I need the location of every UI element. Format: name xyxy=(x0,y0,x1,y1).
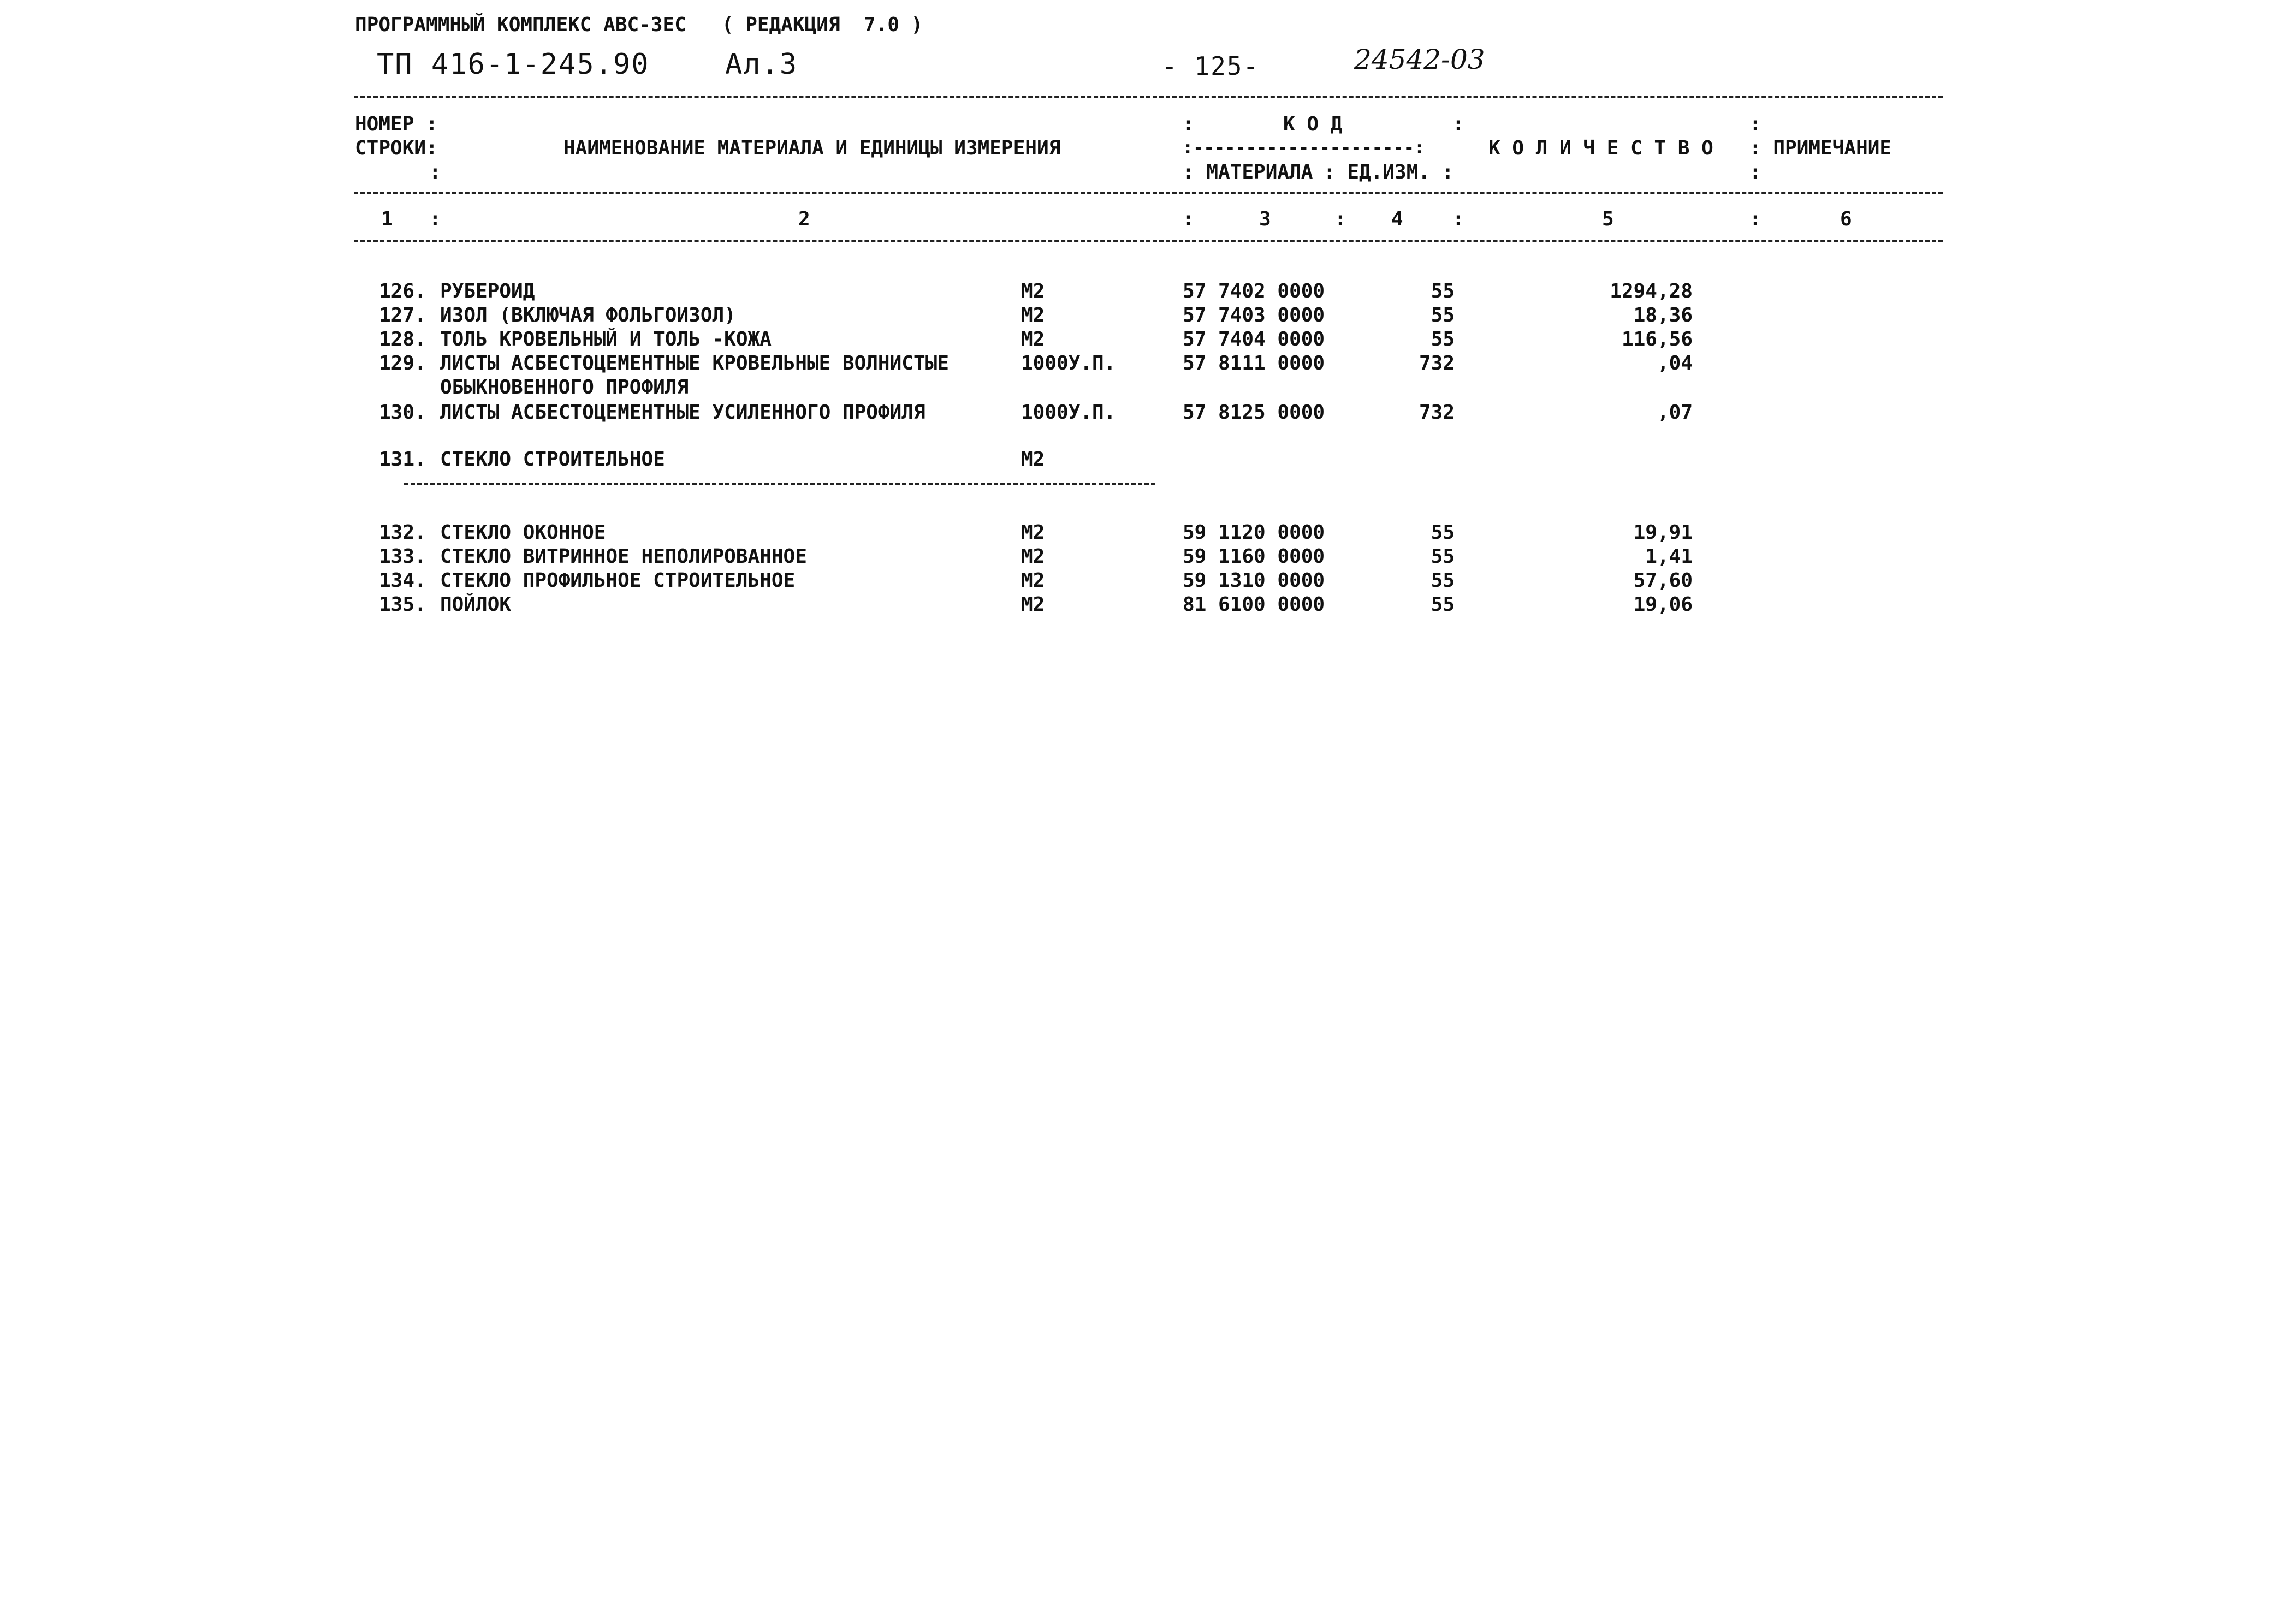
material-code: 57 7402 0000 xyxy=(1183,280,1325,302)
row-number: 132. xyxy=(379,521,426,544)
col-separator: : xyxy=(1749,208,1761,230)
header-code-material: : МАТЕРИАЛА xyxy=(1183,161,1313,183)
header-code-colon-left: : xyxy=(1183,113,1195,135)
unit-code: 55 xyxy=(1431,328,1455,350)
group-underline xyxy=(404,483,1155,485)
material-code: 81 6100 0000 xyxy=(1183,593,1325,616)
header-quantity: К О Л И Ч Е С Т В О xyxy=(1488,137,1713,159)
material-name: ПОЙЛОК xyxy=(440,593,512,616)
header-material-name: НАИМЕНОВАНИЕ МАТЕРИАЛА И ЕДИНИЦЫ ИЗМЕРЕНИЯ xyxy=(563,137,1061,159)
unit-code: 55 xyxy=(1431,304,1455,326)
row-number: 131. xyxy=(379,448,426,471)
document-code: ТП 416-1-245.90 xyxy=(377,48,650,81)
unit-code: 55 xyxy=(1431,545,1455,568)
unit-code: 55 xyxy=(1431,521,1455,544)
col-number-4: 4 xyxy=(1391,208,1403,230)
unit: М2 xyxy=(1021,545,1045,568)
sheet-label: Ал.3 xyxy=(725,48,798,81)
col-number-1: 1 xyxy=(381,208,393,230)
header-code-unit: : ЕД.ИЗМ. : xyxy=(1324,161,1454,183)
row-number: 126. xyxy=(379,280,426,302)
col-number-3: 3 xyxy=(1259,208,1271,230)
col-separator: : xyxy=(1183,208,1195,230)
unit: 1000У.П. xyxy=(1021,401,1116,424)
col-separator: : xyxy=(1334,208,1346,230)
unit-code: 55 xyxy=(1431,569,1455,592)
unit: М2 xyxy=(1021,328,1045,350)
unit-code: 55 xyxy=(1431,280,1455,302)
unit: М2 xyxy=(1021,521,1045,544)
col-separator: : xyxy=(1452,208,1464,230)
header-code-colon-right: : xyxy=(1452,113,1464,135)
column-numbers-rule xyxy=(354,240,1943,242)
col-number-2: 2 xyxy=(798,208,810,230)
program-title: ПРОГРАММНЫЙ КОМПЛЕКС АВС-3ЕС ( РЕДАКЦИЯ 7.0 ) xyxy=(355,14,923,36)
unit: М2 xyxy=(1021,280,1045,302)
material-code: 59 1160 0000 xyxy=(1183,545,1325,568)
material-name: СТЕКЛО ОКОННОЕ xyxy=(440,521,606,544)
header-note-colon-bottom: : xyxy=(1749,161,1761,183)
page-number: - 125- xyxy=(1162,51,1260,81)
material-name: РУБЕРОИД xyxy=(440,280,535,302)
material-name: ЛИСТЫ АСБЕСТОЦЕМЕНТНЫЕ КРОВЕЛЬНЫЕ ВОЛНИСТЫЕ xyxy=(440,352,949,374)
material-code: 57 7403 0000 xyxy=(1183,304,1325,326)
handwritten-number: 24542-03 xyxy=(1354,44,1485,75)
material-code: 57 8125 0000 xyxy=(1183,401,1325,424)
col-number-5: 5 xyxy=(1602,208,1614,230)
material-name: СТЕКЛО ПРОФИЛЬНОЕ СТРОИТЕЛЬНОЕ xyxy=(440,569,796,592)
col-separator: : xyxy=(429,208,441,230)
quantity: 116,56 xyxy=(1621,328,1693,350)
material-code: 59 1310 0000 xyxy=(1183,569,1325,592)
header-note-colon-top: : xyxy=(1749,113,1761,135)
quantity: 19,06 xyxy=(1633,593,1693,616)
row-number: 130. xyxy=(379,401,426,424)
row-number: 128. xyxy=(379,328,426,350)
unit: М2 xyxy=(1021,593,1045,616)
material-name: СТЕКЛО СТРОИТЕЛЬНОЕ xyxy=(440,448,665,471)
unit: М2 xyxy=(1021,304,1045,326)
unit: М2 xyxy=(1021,448,1045,471)
unit-code: 732 xyxy=(1419,401,1455,424)
header-row-number-l3: : xyxy=(429,161,441,183)
quantity: 1294,28 xyxy=(1610,280,1693,302)
quantity: 1,41 xyxy=(1645,545,1693,568)
quantity: ,07 xyxy=(1657,401,1693,424)
header-row-number-l2: СТРОКИ: xyxy=(355,137,438,159)
quantity: 19,91 xyxy=(1633,521,1693,544)
row-number: 127. xyxy=(379,304,426,326)
quantity: ,04 xyxy=(1657,352,1693,374)
unit-code: 55 xyxy=(1431,593,1455,616)
material-name: СТЕКЛО ВИТРИННОЕ НЕПОЛИРОВАННОЕ xyxy=(440,545,807,568)
header-code-divider: :---------------------: xyxy=(1183,137,1425,158)
quantity: 57,60 xyxy=(1633,569,1693,592)
quantity: 18,36 xyxy=(1633,304,1693,326)
material-name: ТОЛЬ КРОВЕЛЬНЫЙ И ТОЛЬ -КОЖА xyxy=(440,328,772,350)
header-row-number-l1: НОМЕР : xyxy=(355,113,438,135)
material-name: ЛИСТЫ АСБЕСТОЦЕМЕНТНЫЕ УСИЛЕННОГО ПРОФИЛЯ xyxy=(440,401,925,424)
unit-code: 732 xyxy=(1419,352,1455,374)
material-name: ИЗОЛ (ВКЛЮЧАЯ ФОЛЬГОИЗОЛ) xyxy=(440,304,736,326)
row-number: 134. xyxy=(379,569,426,592)
material-code: 57 7404 0000 xyxy=(1183,328,1325,350)
col-number-6: 6 xyxy=(1840,208,1852,230)
row-number: 135. xyxy=(379,593,426,616)
row-number: 133. xyxy=(379,545,426,568)
header-note: : ПРИМЕЧАНИЕ xyxy=(1749,137,1892,159)
header-code: К О Д xyxy=(1283,113,1343,135)
unit: М2 xyxy=(1021,569,1045,592)
header-rule xyxy=(354,192,1943,194)
material-name-continued: ОБЫКНОВЕННОГО ПРОФИЛЯ xyxy=(440,376,689,398)
top-rule xyxy=(354,96,1943,98)
material-code: 57 8111 0000 xyxy=(1183,352,1325,374)
unit: 1000У.П. xyxy=(1021,352,1116,374)
row-number: 129. xyxy=(379,352,426,374)
material-code: 59 1120 0000 xyxy=(1183,521,1325,544)
